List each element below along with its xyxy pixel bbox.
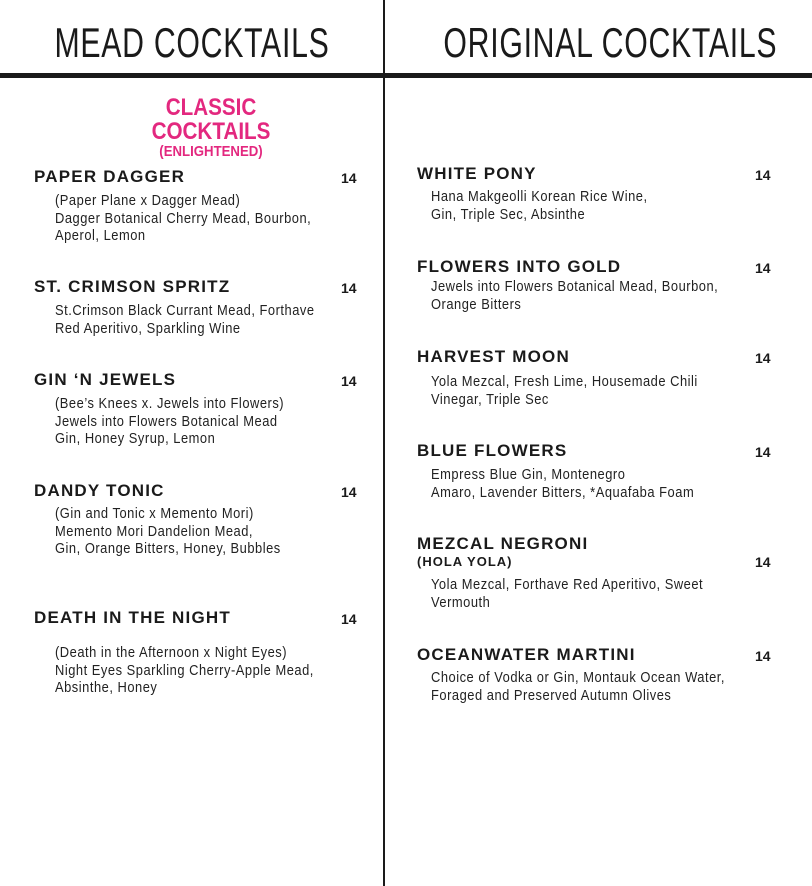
item-price: 14 bbox=[341, 373, 357, 389]
item-name: MEZCAL NEGRONI bbox=[417, 534, 589, 553]
description-line: (Death in the Afternoon x Night Eyes) bbox=[55, 644, 288, 661]
description-line: (Gin and Tonic x Memento Mori) bbox=[55, 505, 254, 522]
description-line: Yola Mezcal, Forthave Red Aperitivo, Sweet bbox=[431, 576, 704, 593]
item-name: ST. CRIMSON SPRITZ bbox=[34, 277, 231, 296]
item-name: WHITE PONY bbox=[417, 164, 537, 183]
item-name: BLUE FLOWERS bbox=[417, 441, 568, 460]
description-line: Choice of Vodka or Gin, Montauk Ocean Water, bbox=[431, 669, 725, 686]
item-description bbox=[55, 505, 281, 558]
description-line: Vermouth bbox=[431, 593, 491, 611]
section-subtitle-text: (ENLIGHTENED) bbox=[159, 143, 263, 160]
description-line: Gin, Triple Sec, Absinthe bbox=[431, 205, 586, 223]
item-price: 14 bbox=[341, 170, 357, 186]
description-line: Aperol, Lemon bbox=[55, 227, 146, 244]
description-line: Vinegar, Triple Sec bbox=[431, 390, 549, 408]
item-price: 14 bbox=[341, 611, 357, 627]
item-description bbox=[55, 644, 314, 697]
item-subtitle: (HOLA YOLA) bbox=[417, 554, 513, 569]
item-description bbox=[431, 576, 703, 611]
description-line: Jewels into Flowers Botanical Mead bbox=[55, 412, 278, 430]
description-line: Orange Bitters bbox=[431, 295, 522, 313]
item-price: 14 bbox=[341, 280, 357, 296]
description-line: St.Crimson Black Currant Mead, Forthave bbox=[55, 302, 315, 319]
item-price: 14 bbox=[755, 648, 771, 664]
description-line: Gin, Honey Syrup, Lemon bbox=[55, 430, 216, 447]
item-description bbox=[431, 466, 694, 501]
description-line: (Bee’s Knees x. Jewels into Flowers) bbox=[55, 395, 285, 412]
description-line: Hana Makgeolli Korean Rice Wine, bbox=[431, 188, 648, 205]
description-line: Absinthe, Honey bbox=[55, 679, 158, 696]
description-line: Gin, Orange Bitters, Honey, Bubbles bbox=[55, 540, 281, 557]
item-name: DEATH IN THE NIGHT bbox=[34, 608, 231, 627]
item-name: DANDY TONIC bbox=[34, 481, 165, 500]
item-name: HARVEST MOON bbox=[417, 347, 570, 366]
item-name: OCEANWATER MARTINI bbox=[417, 645, 636, 664]
description-line: Night Eyes Sparkling Cherry-Apple Mead, bbox=[55, 661, 314, 679]
item-price: 14 bbox=[755, 444, 771, 460]
item-price: 14 bbox=[755, 350, 771, 366]
description-line: Dagger Botanical Cherry Mead, Bourbon, bbox=[55, 209, 312, 227]
description-line: Memento Mori Dandelion Mead, bbox=[55, 522, 254, 540]
item-price: 14 bbox=[755, 260, 771, 276]
description-line: Foraged and Preserved Autumn Olives bbox=[431, 686, 672, 704]
item-name: GIN ‘N JEWELS bbox=[34, 370, 177, 389]
item-name: PAPER DAGGER bbox=[34, 167, 186, 186]
description-line: Jewels into Flowers Botanical Mead, Bourbon, bbox=[431, 278, 719, 295]
description-line: (Paper Plane x Dagger Mead) bbox=[55, 192, 241, 209]
item-price: 14 bbox=[341, 484, 357, 500]
original-cocktails-heading: ORIGINAL COCKTAILS bbox=[443, 19, 778, 66]
item-description bbox=[55, 395, 284, 448]
item-description bbox=[55, 192, 311, 245]
description-line: Yola Mezcal, Fresh Lime, Housemade Chili bbox=[431, 373, 698, 390]
item-description bbox=[431, 373, 698, 408]
item-description bbox=[431, 669, 725, 704]
item-price: 14 bbox=[755, 167, 771, 183]
section-title-text: CLASSIC COCKTAILS bbox=[151, 94, 271, 145]
header-divider bbox=[0, 73, 812, 78]
column-divider bbox=[383, 0, 385, 886]
description-line: Amaro, Lavender Bitters, *Aquafaba Foam bbox=[431, 483, 695, 501]
item-description bbox=[431, 278, 718, 313]
classic-cocktails-title bbox=[98, 96, 324, 160]
item-description bbox=[55, 302, 315, 337]
item-price: 14 bbox=[755, 554, 771, 570]
description-line: Red Aperitivo, Sparkling Wine bbox=[55, 319, 241, 337]
mead-cocktails-heading: MEAD COCKTAILS bbox=[54, 19, 330, 66]
description-line: Empress Blue Gin, Montenegro bbox=[431, 466, 626, 483]
item-name: FLOWERS INTO GOLD bbox=[417, 257, 622, 276]
item-description bbox=[431, 188, 648, 223]
